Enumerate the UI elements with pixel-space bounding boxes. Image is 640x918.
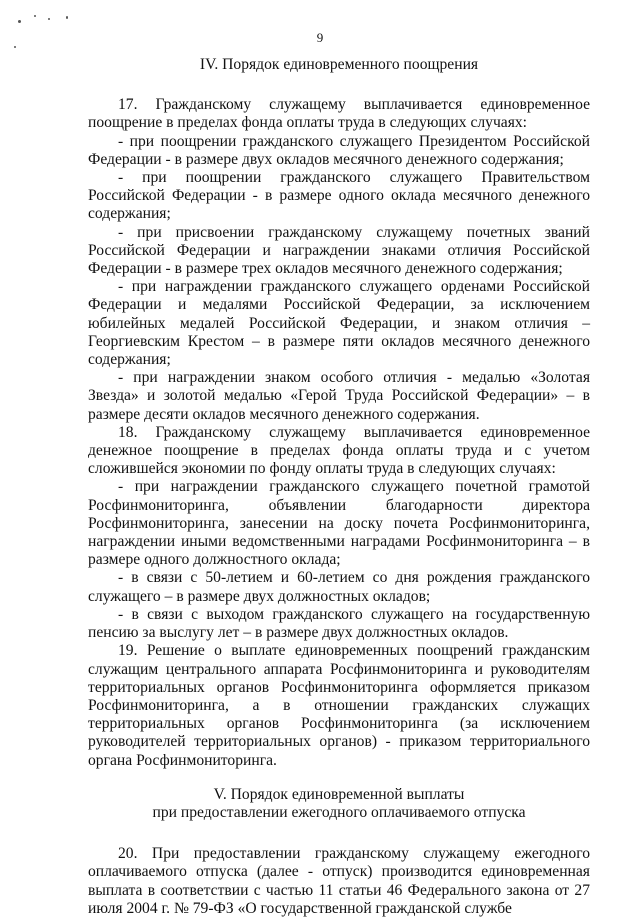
list-item: - в связи с 50-летием и 60-летием со дня рождения гражданского служащего – в размере двух должностных окладов; [88, 569, 590, 605]
document-body [88, 56, 590, 918]
paragraph-17: 17. Гражданскому служащему выплачивается единовременное поощрение в пределах фонда оплаты труда в следующих случаях: [88, 96, 590, 132]
paragraph-19: 19. Решение о выплате единовременных поощрений гражданским служащим центрального аппарата Росфинмониторинга и руководителям территориальных органов Росфинмониторинга оформляется приказом Росфинмониторинга, а в отношении гражданских служащих территориальных органов Росфинмониторинга (за исключением руководителей территориальных органов) - приказом территориального органа Росфинмониторинга. [88, 642, 590, 769]
list-item: - при поощрении гражданского служащего Президентом Российской Федерации - в размере двух окладов месячного денежного содержания; [88, 132, 590, 168]
list-item: - в связи с выходом гражданского служащего на государственную пенсию за выслугу лет – в размере двух должностных окладов. [88, 605, 590, 642]
list-item: - при награждении знаком особого отличия - медалью «Золотая Звезда» и золотой медалью «Герой Труда Российской Федерации» – в размере десяти окладов месячного денежного содержания. [88, 369, 590, 423]
list-item: - при присвоении гражданскому служащему почетных званий Российской Федерации и награждении знаками отличия Российской Федерации - в размере трех окладов месячного денежного содержания; [88, 223, 590, 278]
page-number: 9 [316, 30, 324, 45]
section-4-heading: IV. Порядок единовременного поощрения [199, 56, 479, 73]
list-item: - при поощрении гражданского служащего Правительством Российской Федерации - в размере одного оклада месячного денежного содержания; [88, 169, 590, 223]
paragraph-20: 20. При предоставлении гражданскому служащему ежегодного оплачиваемого отпуска (далее - отпуск) производится единовременная выплата в соответствии с частью 11 статьи 46 Федерального закона от 27 июля 2004 г. № 79-ФЗ «О государственной гражданской службе [88, 845, 590, 917]
paragraph-18: 18. Гражданскому служащему выплачивается единовременное денежное поощрение в пределах фонда оплаты труда и с учетом сложившейся экономии по фонду оплаты труда в следующих случаях: [88, 423, 590, 478]
list-item: - при награждении гражданского служащего орденами Российской Федерации и медалями Российской Федерации, за исключением юбилейных медалей Российской Федерации, и знаком отличия – Георгиевским Крестом – в размере пяти окладов месячного денежного содержания; [88, 278, 590, 369]
section-5-heading-line-2: при предоставлении ежегодного оплачиваемого отпуска [152, 803, 526, 821]
section-5-heading-line-1: V. Порядок единовременной выплаты [213, 785, 465, 803]
list-item: - при награждении гражданского служащего почетной грамотой Росфинмониторинга, объявлении благодарности директора Росфинмониторинга, занесении на доску почета Росфинмониторинга, награждении иными ведомственными наградами Росфинмониторинга – в размере одного должностного оклада; [88, 478, 590, 569]
